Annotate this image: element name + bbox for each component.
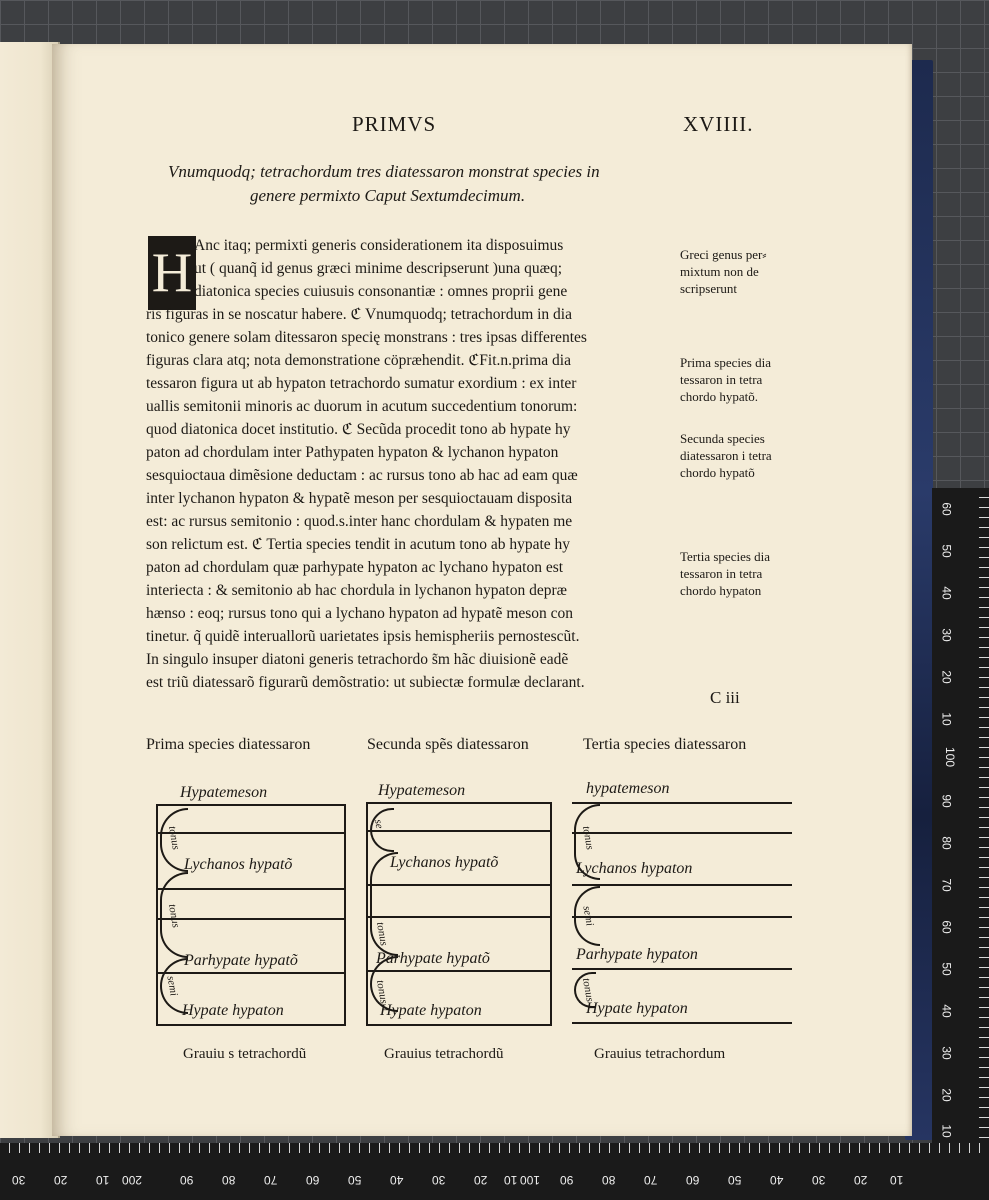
- body-line: est triũ diatessarõ figurarũ demõstratio: ut subiectæ formulæ declarant.: [146, 674, 585, 691]
- body-line: paton ad chordulam quæ parhypate hypaton ac lychano hypaton est: [146, 559, 564, 576]
- string-label: hypatemeson: [586, 780, 670, 797]
- ruler-tick-label: 40: [390, 1173, 404, 1187]
- ruler-tick-label: 20: [474, 1173, 488, 1187]
- folio-number: XVIIII.: [683, 112, 754, 136]
- string-label: Hypatemeson: [378, 782, 466, 799]
- ruler-tick-label: 70: [644, 1173, 658, 1187]
- interval-label: semi: [164, 975, 180, 997]
- body-line: paton ad chordulam inter Pathypaten hypaton & lychanon hypaton: [146, 444, 559, 461]
- vertical-ruler: [932, 488, 989, 1148]
- ruler-tick-label: 90: [180, 1173, 194, 1187]
- ruler-tick-label: 40: [770, 1173, 784, 1187]
- running-header: PRIMVS: [352, 112, 437, 136]
- body-line: ris figuras in se noscatur habere. ℭ Vnumquodq; tetrachordum in dia: [146, 306, 572, 323]
- left-page-edge: [0, 42, 60, 1138]
- ruler-tick-label: 30: [939, 1046, 954, 1060]
- ruler-tick-label: 50: [939, 962, 954, 976]
- body-line: interiecta : & semitonio ab hac chordula in lychanon hypaton depræ: [146, 582, 567, 599]
- string-line: [572, 884, 792, 886]
- ruler-tick-label: 20: [939, 1088, 954, 1102]
- ruler-tick-label: 90: [560, 1173, 574, 1187]
- ruler-tick-label: 50: [348, 1173, 362, 1187]
- string-line: [572, 1022, 792, 1024]
- ruler-tick-label: 30: [812, 1173, 826, 1187]
- margin-note: Prima species dia tessaron in tetra chordo hypatõ.: [680, 355, 771, 404]
- string-label: Hypate hypaton: [586, 1000, 688, 1017]
- string-line: [572, 802, 792, 804]
- body-line: sesquioctaua dimẽsione deductam : ac rursus tono ab hac ad eam quæ: [146, 467, 578, 484]
- body-line: tinetur. q̃ quidẽ interuallorũ uarietates ipsis hemispheriis pernostescũt.: [146, 628, 580, 645]
- body-line: quod diatonica docet institutio. ℭ Secũda procedit tono ab hypate hy: [146, 421, 571, 438]
- interval-label: tonus: [579, 977, 596, 1003]
- body-line: son relictum est. ℭ Tertia species tendit in acutum tono ab hypate hy: [146, 536, 571, 553]
- ruler-tick-label: 60: [939, 502, 954, 516]
- ruler-tick-label: 60: [306, 1173, 320, 1187]
- diagram-title: Prima species diatessaron: [146, 736, 311, 753]
- interval-label: semi: [580, 905, 596, 927]
- interval-label: tonus: [165, 903, 182, 929]
- diagram-footer: Grauiu s tetrachordũ: [183, 1046, 307, 1062]
- ruler-tick-label: 80: [939, 836, 954, 850]
- ruler-tick-label: 60: [939, 920, 954, 934]
- body-line: Anc itaq; permixti generis considerationem ita disposuimus: [194, 237, 564, 254]
- horizontal-ruler: [0, 1143, 989, 1200]
- string-line: [572, 916, 792, 918]
- body-line: est: ac rursus semitonio : quod.s.inter hanc chordulam & hypaten me: [146, 513, 573, 530]
- decorated-initial: H: [148, 236, 196, 310]
- ruler-tick-label: 30: [939, 628, 954, 642]
- margin-note: Greci genus per⸗ mixtum non de scripserunt: [680, 247, 767, 296]
- ruler-tick-label: 90: [939, 794, 954, 808]
- ruler-tick-label: 10: [939, 712, 954, 726]
- body-line: tessaron figura ut ab hypaton tetrachordo sumatur exordium : ex inter: [146, 375, 577, 392]
- ruler-tick-label: 80: [222, 1173, 236, 1187]
- ruler-tick-label: 100: [943, 746, 958, 768]
- ruler-tick-label: 10: [96, 1173, 110, 1187]
- tetrachord-diagram-2: [366, 780, 554, 1028]
- string-label: Parhypate hypatõ: [184, 952, 298, 969]
- string-label: Parhypate hypaton: [576, 946, 698, 963]
- signature-mark: C iii: [710, 688, 740, 707]
- ruler-tick-label: 20: [939, 670, 954, 684]
- string-label: Hypate hypaton: [380, 1002, 482, 1019]
- ruler-tick-label: 70: [264, 1173, 278, 1187]
- tetrachord-diagram-3: [572, 776, 794, 1028]
- diagram-title: Tertia species diatessaron: [583, 736, 747, 753]
- interval-label: tonus: [373, 979, 390, 1005]
- ruler-tick-label: 80: [602, 1173, 616, 1187]
- body-line: In singulo insuper diatoni generis tetrachordo s̃m hãc diuisionẽ eadẽ: [146, 651, 569, 668]
- ruler-tick-label: 20: [854, 1173, 868, 1187]
- ruler-tick-label: 10: [939, 1124, 954, 1138]
- string-label: Hypate hypaton: [182, 1002, 284, 1019]
- ruler-tick-label: 40: [939, 1004, 954, 1018]
- body-line: ut ( quanq̃ id genus græci minime descripserunt )una quæq;: [194, 260, 563, 277]
- ruler-tick-label: 20: [54, 1173, 68, 1187]
- diagram-title: Secunda spẽs diatessaron: [367, 736, 529, 753]
- interval-label: tonus: [579, 825, 596, 851]
- body-line: hænso : eoq; rursus tono qui a lychano hypaton ad hypatẽ meson con: [146, 605, 574, 622]
- ruler-tick-label: 100: [520, 1173, 541, 1187]
- ruler-tick-label: 40: [939, 586, 954, 600]
- string-label: Lychanos hypaton: [576, 860, 693, 877]
- margin-note: Tertia species dia tessaron in tetra chordo hypaton: [680, 549, 771, 598]
- string-line: [572, 832, 792, 834]
- body-line: tonico genere solam ditessaron specię monstrans : tres ipsas differentes: [146, 329, 587, 346]
- ruler-tick-label: 70: [939, 878, 954, 892]
- interval-label: se: [371, 818, 386, 830]
- interval-label: tonus: [165, 825, 182, 851]
- ruler-tick-label: 30: [432, 1173, 446, 1187]
- ruler-tick-label: 200: [122, 1173, 143, 1187]
- margin-note: Secunda species diatessaron i tetra chordo hypatõ: [680, 431, 772, 480]
- chapter-title: [168, 160, 668, 208]
- ruler-tick-label: 50: [939, 544, 954, 558]
- string-label: Lychanos hypatõ: [184, 856, 293, 873]
- ruler-tick-label: 50: [728, 1173, 742, 1187]
- body-line: inter lychanon hypaton & hypatẽ meson per sesquioctauam disposita: [146, 490, 573, 507]
- ruler-tick-label: 60: [686, 1173, 700, 1187]
- diagram-footer: Grauius tetrachordũ: [384, 1046, 504, 1062]
- string-label: Hypatemeson: [180, 784, 268, 801]
- diagram-footer: Grauius tetrachordum: [594, 1046, 726, 1062]
- ruler-tick-label: 10: [504, 1173, 518, 1187]
- body-line: uallis semitonii minoris ac duorum in acutum succedentium tonorum:: [146, 398, 578, 415]
- string-label: Lychanos hypatõ: [390, 854, 499, 871]
- ruler-tick-label: 30: [12, 1173, 26, 1187]
- body-line: figuras clara atq; nota demonstratione cöpræhendit. ℭFit.n.prima dia: [146, 352, 571, 369]
- string-label: Parhypate hypatõ: [376, 950, 490, 967]
- chapter-title-line-2: genere permixto Caput Sextumdecimum.: [250, 186, 526, 205]
- chapter-title-line-1: Vnumquodq; tetrachordum tres diatessaron monstrat species in: [168, 162, 600, 181]
- string-line: [572, 968, 792, 970]
- body-text: [146, 234, 666, 694]
- tetrachord-diagram-1: [156, 780, 348, 1028]
- interval-label: tonus: [373, 921, 390, 947]
- ruler-tick-label: 10: [890, 1173, 904, 1187]
- body-line: diatonica species cuiusuis consonantiæ : omnes proprii gene: [194, 283, 568, 300]
